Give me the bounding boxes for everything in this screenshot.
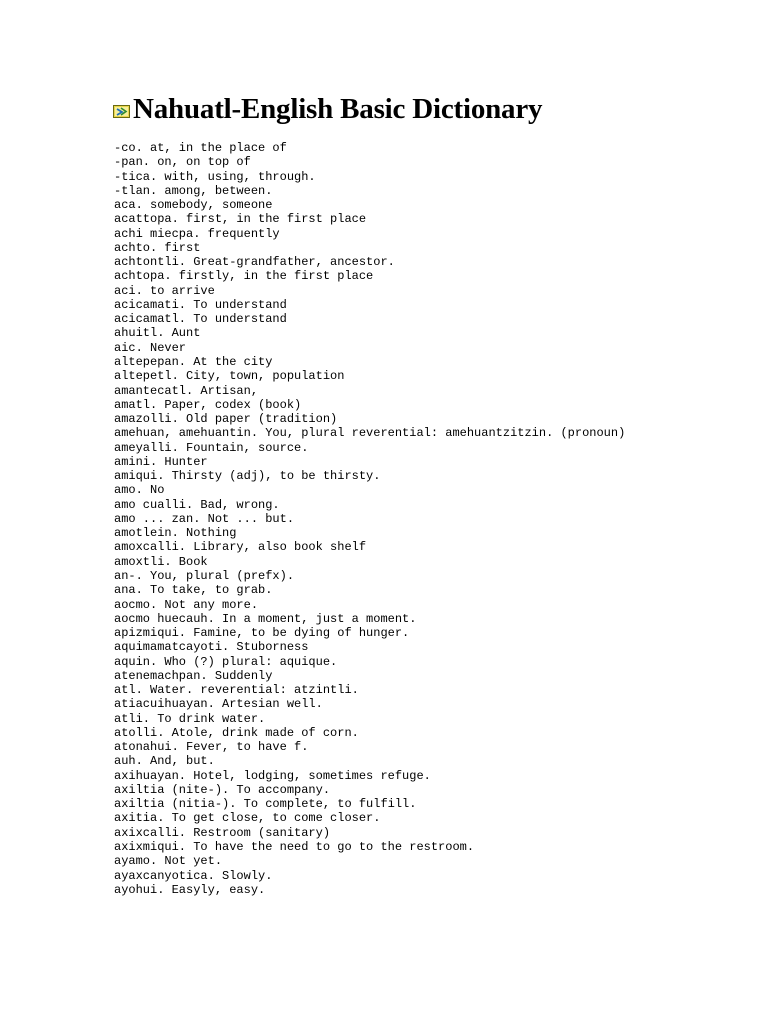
page-title: Nahuatl-English Basic Dictionary: [133, 93, 543, 125]
dictionary-entry: amantecatl. Artisan,: [114, 383, 259, 398]
dictionary-entry: acicamatl. To understand: [114, 312, 287, 327]
dictionary-entry: amo cualli. Bad, wrong.: [114, 497, 280, 512]
dictionary-entry: axihuayan. Hotel, lodging, sometimes refuge.: [114, 768, 431, 783]
dictionary-entries: [114, 141, 625, 897]
dictionary-entry: -tlan. among, between.: [114, 183, 273, 198]
dictionary-entry: -tica. with, using, through.: [114, 169, 316, 184]
dictionary-entry: ayaxcanyotica. Slowly.: [114, 868, 273, 883]
dictionary-entry: amazolli. Old paper (tradition): [114, 412, 338, 427]
dictionary-entry: amo. No: [114, 483, 165, 498]
dictionary-entry: aci. to arrive: [114, 283, 215, 298]
dictionary-entry: amoxcalli. Library, also book shelf: [114, 540, 367, 555]
dictionary-entry: amini. Hunter: [114, 454, 208, 469]
dictionary-entry: ameyalli. Fountain, source.: [114, 440, 309, 455]
title-row: [113, 92, 542, 126]
dictionary-entry: achto. first: [114, 240, 201, 255]
dictionary-entry: amehuan, amehuantin. You, plural reverential: amehuantzitzin. (pronoun): [114, 426, 626, 441]
dictionary-entry: amiqui. Thirsty (adj), to be thirsty.: [114, 469, 381, 484]
dictionary-entry: aquimamatcayoti. Stuborness: [114, 640, 309, 655]
dictionary-entry: atenemachpan. Suddenly: [114, 668, 273, 683]
dictionary-entry: atonahui. Fever, to have f.: [114, 740, 309, 755]
dictionary-entry: aquin. Who (?) plural: aquique.: [114, 654, 338, 669]
dictionary-entry: an-. You, plural (prefx).: [114, 568, 295, 583]
dictionary-entry: amo ... zan. Not ... but.: [114, 511, 295, 526]
dictionary-entry: atiacuihuayan. Artesian well.: [114, 697, 323, 712]
dictionary-entry: acicamati. To understand: [114, 297, 287, 312]
dictionary-entry: apizmiqui. Famine, to be dying of hunger.: [114, 626, 410, 641]
dictionary-entry: axiltia (nitia-). To complete, to fulfill.: [114, 797, 417, 812]
dictionary-entry: ahuitl. Aunt: [114, 326, 201, 341]
dictionary-entry: altepepan. At the city: [114, 354, 273, 369]
dictionary-entry: ayohui. Easyly, easy.: [114, 882, 266, 897]
dictionary-entry: aocmo. Not any more.: [114, 597, 259, 612]
dictionary-entry: altepetl. City, town, population: [114, 369, 345, 384]
dictionary-entry: axixmiqui. To have the need to go to the restroom.: [114, 840, 475, 855]
dictionary-entry: aic. Never: [114, 340, 187, 355]
dictionary-entry: achtopa. firstly, in the first place: [114, 269, 374, 284]
dictionary-entry: axiltia (nite-). To accompany.: [114, 782, 331, 797]
dictionary-entry: atl. Water. reverential: atzintli.: [114, 683, 359, 698]
dictionary-entry: amatl. Paper, codex (book): [114, 397, 302, 412]
dictionary-entry: axixcalli. Restroom (sanitary): [114, 825, 331, 840]
dictionary-entry: achtontli. Great-grandfather, ancestor.: [114, 255, 395, 270]
book-icon: [113, 104, 131, 119]
dictionary-entry: -co. at, in the place of: [114, 141, 287, 155]
dictionary-entry: ayamo. Not yet.: [114, 854, 223, 869]
dictionary-entry: atolli. Atole, drink made of corn.: [114, 725, 359, 740]
dictionary-entry: -pan. on, on top of: [114, 155, 251, 170]
dictionary-entry: achi miecpa. frequently: [114, 226, 280, 241]
dictionary-entry: aca. somebody, someone: [114, 198, 273, 213]
dictionary-entry: axitia. To get close, to come closer.: [114, 811, 381, 826]
dictionary-entry: aocmo huecauh. In a moment, just a moment.: [114, 611, 417, 626]
dictionary-entry: amoxtli. Book: [114, 554, 208, 569]
dictionary-entry: acattopa. first, in the first place: [114, 212, 367, 227]
dictionary-entry: atli. To drink water.: [114, 711, 266, 726]
dictionary-entry: ana. To take, to grab.: [114, 583, 273, 598]
dictionary-entry: auh. And, but.: [114, 754, 215, 769]
dictionary-entry: amotlein. Nothing: [114, 526, 237, 541]
